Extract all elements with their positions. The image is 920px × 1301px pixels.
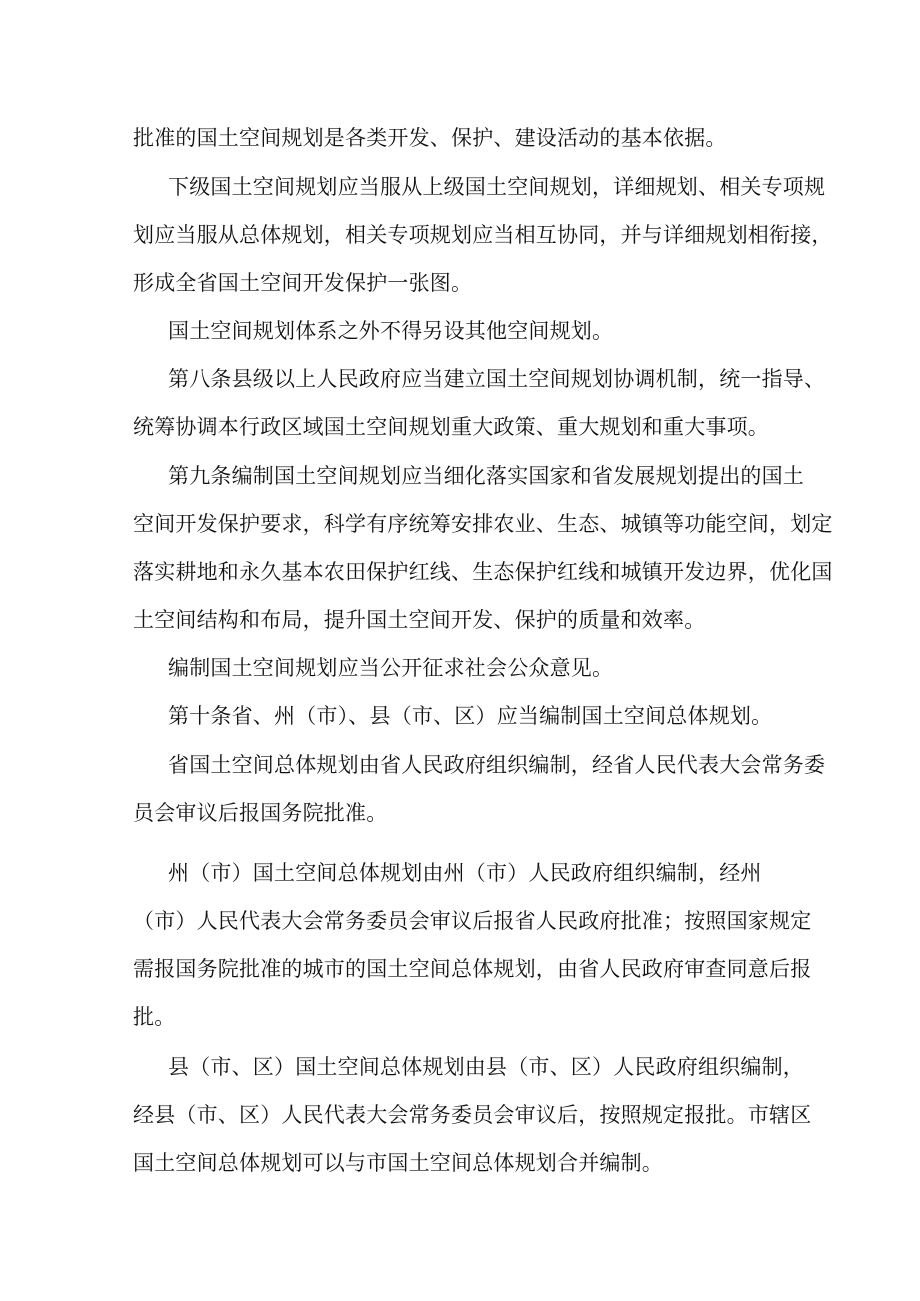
text-line: 员会审议后报国务院批准。: [133, 801, 388, 825]
text-line: 空间开发保护要求，科学有序统筹安排农业、生态、城镇等功能空间，划定: [133, 512, 833, 536]
text-line: 第十条省、州（市）、县（市、区）应当编制国土空间总体规划。: [168, 704, 773, 728]
text-line: 省国土空间总体规划由省人民政府组织编制，经省人民代表大会常务委: [168, 753, 826, 777]
text-line: 县（市、区）国土空间总体规划由县（市、区）人民政府组织编制，: [168, 1055, 804, 1079]
text-line: 落实耕地和永久基本农田保护红线、生态保护红线和城镇开发边界，优化国: [133, 560, 833, 584]
text-line: 统筹协调本行政区域国土空间规划重大政策、重大规划和重大事项。: [133, 415, 769, 439]
text-line: 批。: [133, 1005, 176, 1029]
text-line: 需报国务院批准的城市的国土空间总体规划，由省人民政府审查同意后报: [133, 957, 812, 981]
text-line: 州（市）国土空间总体规划由州（市）人民政府组织编制，经州: [168, 861, 762, 885]
text-line: 下级国土空间规划应当服从上级国土空间规划，详细规划、相关专项规: [168, 175, 826, 199]
text-line: 批准的国土空间规划是各类开发、保护、建设活动的基本依据。: [133, 126, 727, 150]
text-line: 土空间结构和布局，提升国土空间开发、保护的质量和效率。: [133, 608, 706, 632]
text-line: 编制国土空间规划应当公开征求社会公众意见。: [168, 656, 614, 680]
text-line: 经县（市、区）人民代表大会常务委员会审议后，按照规定报批。市辖区: [133, 1103, 812, 1127]
text-line: 国土空间规划体系之外不得另设其他空间规划。: [168, 319, 614, 343]
text-line: （市）人民代表大会常务委员会审议后报省人民政府批准；按照国家规定: [133, 909, 812, 933]
text-line: 国土空间总体规划可以与市国土空间总体规划合并编制。: [133, 1151, 663, 1175]
text-line: 第八条县级以上人民政府应当建立国土空间规划协调机制，统一指导、: [168, 367, 826, 391]
text-line: 划应当服从总体规划，相关专项规划应当相互协同，并与详细规划相衔接，: [133, 223, 833, 247]
text-line: 第九条编制国土空间规划应当细化落实国家和省发展规划提出的国土: [168, 464, 804, 488]
text-line: 形成全省国土空间开发保护一张图。: [133, 271, 473, 295]
